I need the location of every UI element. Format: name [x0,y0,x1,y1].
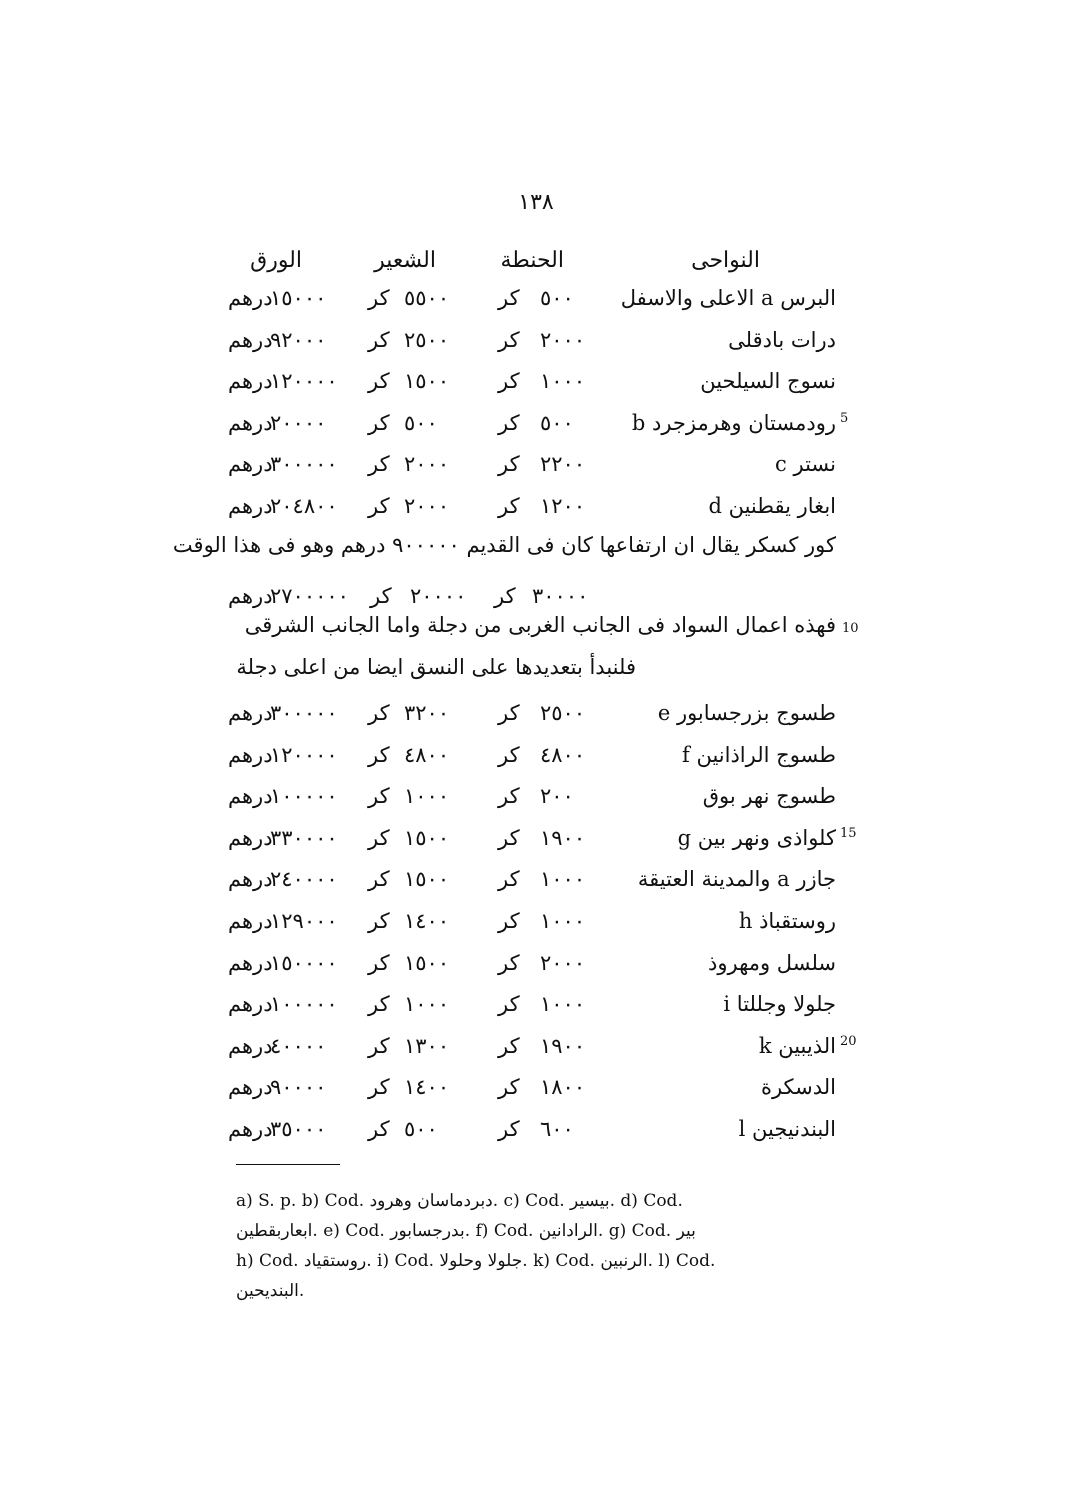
barley-value: ٥٠٠ [404,410,438,435]
silver-unit: درهم [228,950,273,975]
district-name: درات بادقلى [728,327,836,352]
wheat-unit: كر [498,452,520,477]
paragraph-line-2: فلنبدأ بتعديدها على النسق ايضا من اعلى دجلة [236,655,636,679]
table-row [0,407,1072,449]
barley-unit: كر [368,992,390,1017]
paragraph-line-1: فهذه اعمال السواد فى الجانب الغربى من دجلة واما الجانب الشرقى [244,613,836,637]
silver-unit: درهم [228,327,273,352]
barley-unit: كر [368,825,390,850]
table-row [0,1071,1072,1113]
table-row [0,365,1072,407]
barley-unit: كر [368,1117,390,1141]
wheat-unit: كر [498,286,520,310]
wheat-value: ٤٨٠٠ [540,742,586,767]
barley-unit: كر [368,452,390,477]
silver-unit: درهم [228,867,273,892]
table-row [0,1030,1072,1072]
wheat-unit: كر [498,950,520,975]
district-name: الدسكرة [760,1075,836,1100]
wheat-value: ٥٠٠ [540,410,574,435]
wheat-unit: كر [498,1075,520,1100]
wheat-unit: كر [498,1033,520,1058]
wheat-value: ٥٠٠ [540,286,574,310]
district-name: البرس a الاعلى والاسفل [620,286,836,310]
barley-value: ٢٥٠٠ [404,327,450,352]
silver-value: ٢٤٠٠٠٠ [270,867,338,892]
wheat-value: ٦٠٠ [540,1117,574,1141]
barley-unit: كر [368,286,390,310]
silver-unit: درهم [228,369,273,394]
table-row [0,490,1072,532]
wheat-value: ١٠٠٠ [540,992,586,1017]
wheat-unit: كر [498,992,520,1017]
silver-value: ٢٧٠٠٠٠٠ [270,584,349,608]
silver-value: ٣٥٠٠٠ [270,1117,327,1141]
barley-unit: كر [368,494,390,518]
district-name: جلولا وجللتا i [723,992,836,1017]
table-header [0,248,1072,282]
barley-value: ٥٠٠ [404,1117,438,1141]
silver-value: ٩٢٠٠٠ [270,327,327,352]
district-name: البندنيجين l [738,1117,836,1141]
silver-unit: درهم [228,701,273,725]
district-name: روستقباذ h [738,909,836,933]
silver-value: ٢٠٤٨٠٠ [270,494,338,518]
wheat-unit: كر [498,494,520,518]
wheat-value: ١٠٠٠ [540,369,586,394]
silver-unit: درهم [228,1117,273,1141]
barley-unit: كر [368,867,390,892]
district-name: كلواذى ونهر بين g [677,825,836,850]
wheat-unit: كر [498,784,520,809]
district-name: جازر a والمدينة العتيقة [637,867,836,892]
silver-value: ١٢٩٠٠٠ [270,909,338,933]
silver-value: ١٥٠٠٠ [270,286,327,310]
barley-value: ٢٠٠٠٠ [410,584,467,608]
table-row [0,822,1072,864]
barley-unit: كر [368,327,390,352]
wheat-value: ٢٥٠٠ [540,701,586,725]
footnote-line: البنديحين. [236,1281,305,1301]
barley-value: ١٥٠٠ [404,369,450,394]
table-row [0,739,1072,781]
header-districts: النواحى [691,248,760,273]
wheat-unit: كر [498,369,520,394]
barley-unit: كر [370,584,392,608]
wheat-value: ٢٠٠٠ [540,327,586,352]
silver-value: ١٠٠٠٠٠ [270,784,338,809]
wheat-value: ١٩٠٠ [540,825,586,850]
barley-value: ٥٥٠٠ [404,286,450,310]
table-row [0,905,1072,947]
wheat-value: ٣٠٠٠٠ [532,584,589,608]
barley-value: ٢٠٠٠ [404,494,450,518]
line-number-margin: 5 [840,410,849,426]
silver-unit: درهم [228,784,273,809]
footnote-line: ابعاربقطين. e) Cod. بدرجسابور. f) Cod. الرادانين. g) Cod. بير [236,1221,696,1241]
district-name: طسوج بزرجسابور e [657,701,836,725]
wheat-unit: كر [498,742,520,767]
wheat-value: ١٠٠٠ [540,909,586,933]
district-name: طسوج الراذانين f [682,742,836,767]
silver-unit: درهم [228,494,273,518]
silver-unit: درهم [228,286,273,310]
silver-unit: درهم [228,1033,273,1058]
district-name: طسوج نهر بوق [702,784,836,809]
silver-value: ٣٠٠٠٠٠ [270,701,338,725]
wheat-unit: كر [498,825,520,850]
wheat-value: ١٨٠٠ [540,1075,586,1100]
header-barley: الشعير [374,248,436,273]
barley-unit: كر [368,950,390,975]
barley-unit: كر [368,410,390,435]
page-number: ١٣٨ [518,190,554,215]
barley-value: ٣٢٠٠ [404,701,450,725]
footnote-line: a) S. p. b) Cod. دبردماسان وهرود. c) Cod. بيسير. d) Cod. [236,1191,683,1211]
kaskar-paragraph: كور كسكر يقال ان ارتفاعها كان فى القديم ٩٠٠٠٠٠ درهم وهو فى هذا الوقت [172,533,836,557]
silver-value: ١٥٠٠٠٠ [270,950,338,975]
wheat-unit: كر [498,867,520,892]
silver-unit: درهم [228,410,273,435]
silver-unit: درهم [228,909,273,933]
barley-value: ١٤٠٠ [404,1075,450,1100]
header-wheat: الحنطة [500,248,564,273]
district-name: الذيبين k [758,1033,836,1058]
silver-value: ٣٣٠٠٠٠ [270,825,338,850]
header-silver: الورق [250,248,302,273]
wheat-unit: كر [498,1117,520,1141]
table-row [0,282,1072,324]
silver-value: ١٢٠٠٠٠ [270,742,338,767]
barley-value: ٢٠٠٠ [404,452,450,477]
wheat-value: ٢٠٠ [540,784,574,809]
table-row [0,324,1072,366]
footnotes [236,1186,838,1306]
line-number-margin: 20 [840,1033,857,1049]
wheat-value: ١٩٠٠ [540,1033,586,1058]
table-row [0,988,1072,1030]
footnote-line: h) Cod. روستقياد. i) Cod. جلولا وحلولا. k) Cod. الرنبين. l) Cod. [236,1251,716,1271]
district-name: نسوج السيلحين [700,369,836,394]
silver-value: ٣٠٠٠٠٠ [270,452,338,477]
silver-value: ١٠٠٠٠٠ [270,992,338,1017]
wheat-unit: كر [498,327,520,352]
silver-unit: درهم [228,825,273,850]
silver-value: ١٢٠٠٠٠ [270,369,338,394]
barley-unit: كر [368,701,390,725]
wheat-unit: كر [498,410,520,435]
district-name: سلسل ومهروذ [707,950,836,975]
barley-unit: كر [368,909,390,933]
district-name: نستر c [775,452,836,477]
wheat-unit: كر [498,701,520,725]
silver-unit: درهم [228,584,273,608]
wheat-value: ١٠٠٠ [540,867,586,892]
line-number-margin: 10 [842,621,859,636]
wheat-value: ١٢٠٠ [540,494,586,518]
table-row [0,448,1072,490]
table-row [0,863,1072,905]
barley-value: ١٣٠٠ [404,1033,450,1058]
silver-unit: درهم [228,992,273,1017]
district-name: رودمستان وهرمزجرد b [631,410,836,435]
barley-value: ١٠٠٠ [404,992,450,1017]
table-row [0,947,1072,989]
barley-value: ٤٨٠٠ [404,742,450,767]
barley-unit: كر [368,784,390,809]
silver-unit: درهم [228,452,273,477]
barley-value: ١٥٠٠ [404,950,450,975]
line-number-margin: 15 [840,825,857,841]
silver-unit: درهم [228,742,273,767]
barley-value: ١٠٠٠ [404,784,450,809]
barley-unit: كر [368,1075,390,1100]
wheat-value: ٢٠٠٠ [540,950,586,975]
barley-value: ١٥٠٠ [404,867,450,892]
table-row [0,780,1072,822]
wheat-unit: كر [498,909,520,933]
table-row [0,1113,1072,1155]
footnote-rule [236,1164,340,1165]
barley-value: ١٤٠٠ [404,909,450,933]
barley-value: ١٥٠٠ [404,825,450,850]
silver-value: ٢٠٠٠٠ [270,410,327,435]
silver-unit: درهم [228,1075,273,1100]
table-row [0,697,1072,739]
barley-unit: كر [368,742,390,767]
silver-value: ٩٠٠٠٠ [270,1075,327,1100]
district-name: ابغار يقطنين d [708,494,836,518]
wheat-value: ٢٢٠٠ [540,452,586,477]
barley-unit: كر [368,369,390,394]
barley-unit: كر [368,1033,390,1058]
wheat-unit: كر [494,584,516,608]
silver-value: ٤٠٠٠٠ [270,1033,327,1058]
